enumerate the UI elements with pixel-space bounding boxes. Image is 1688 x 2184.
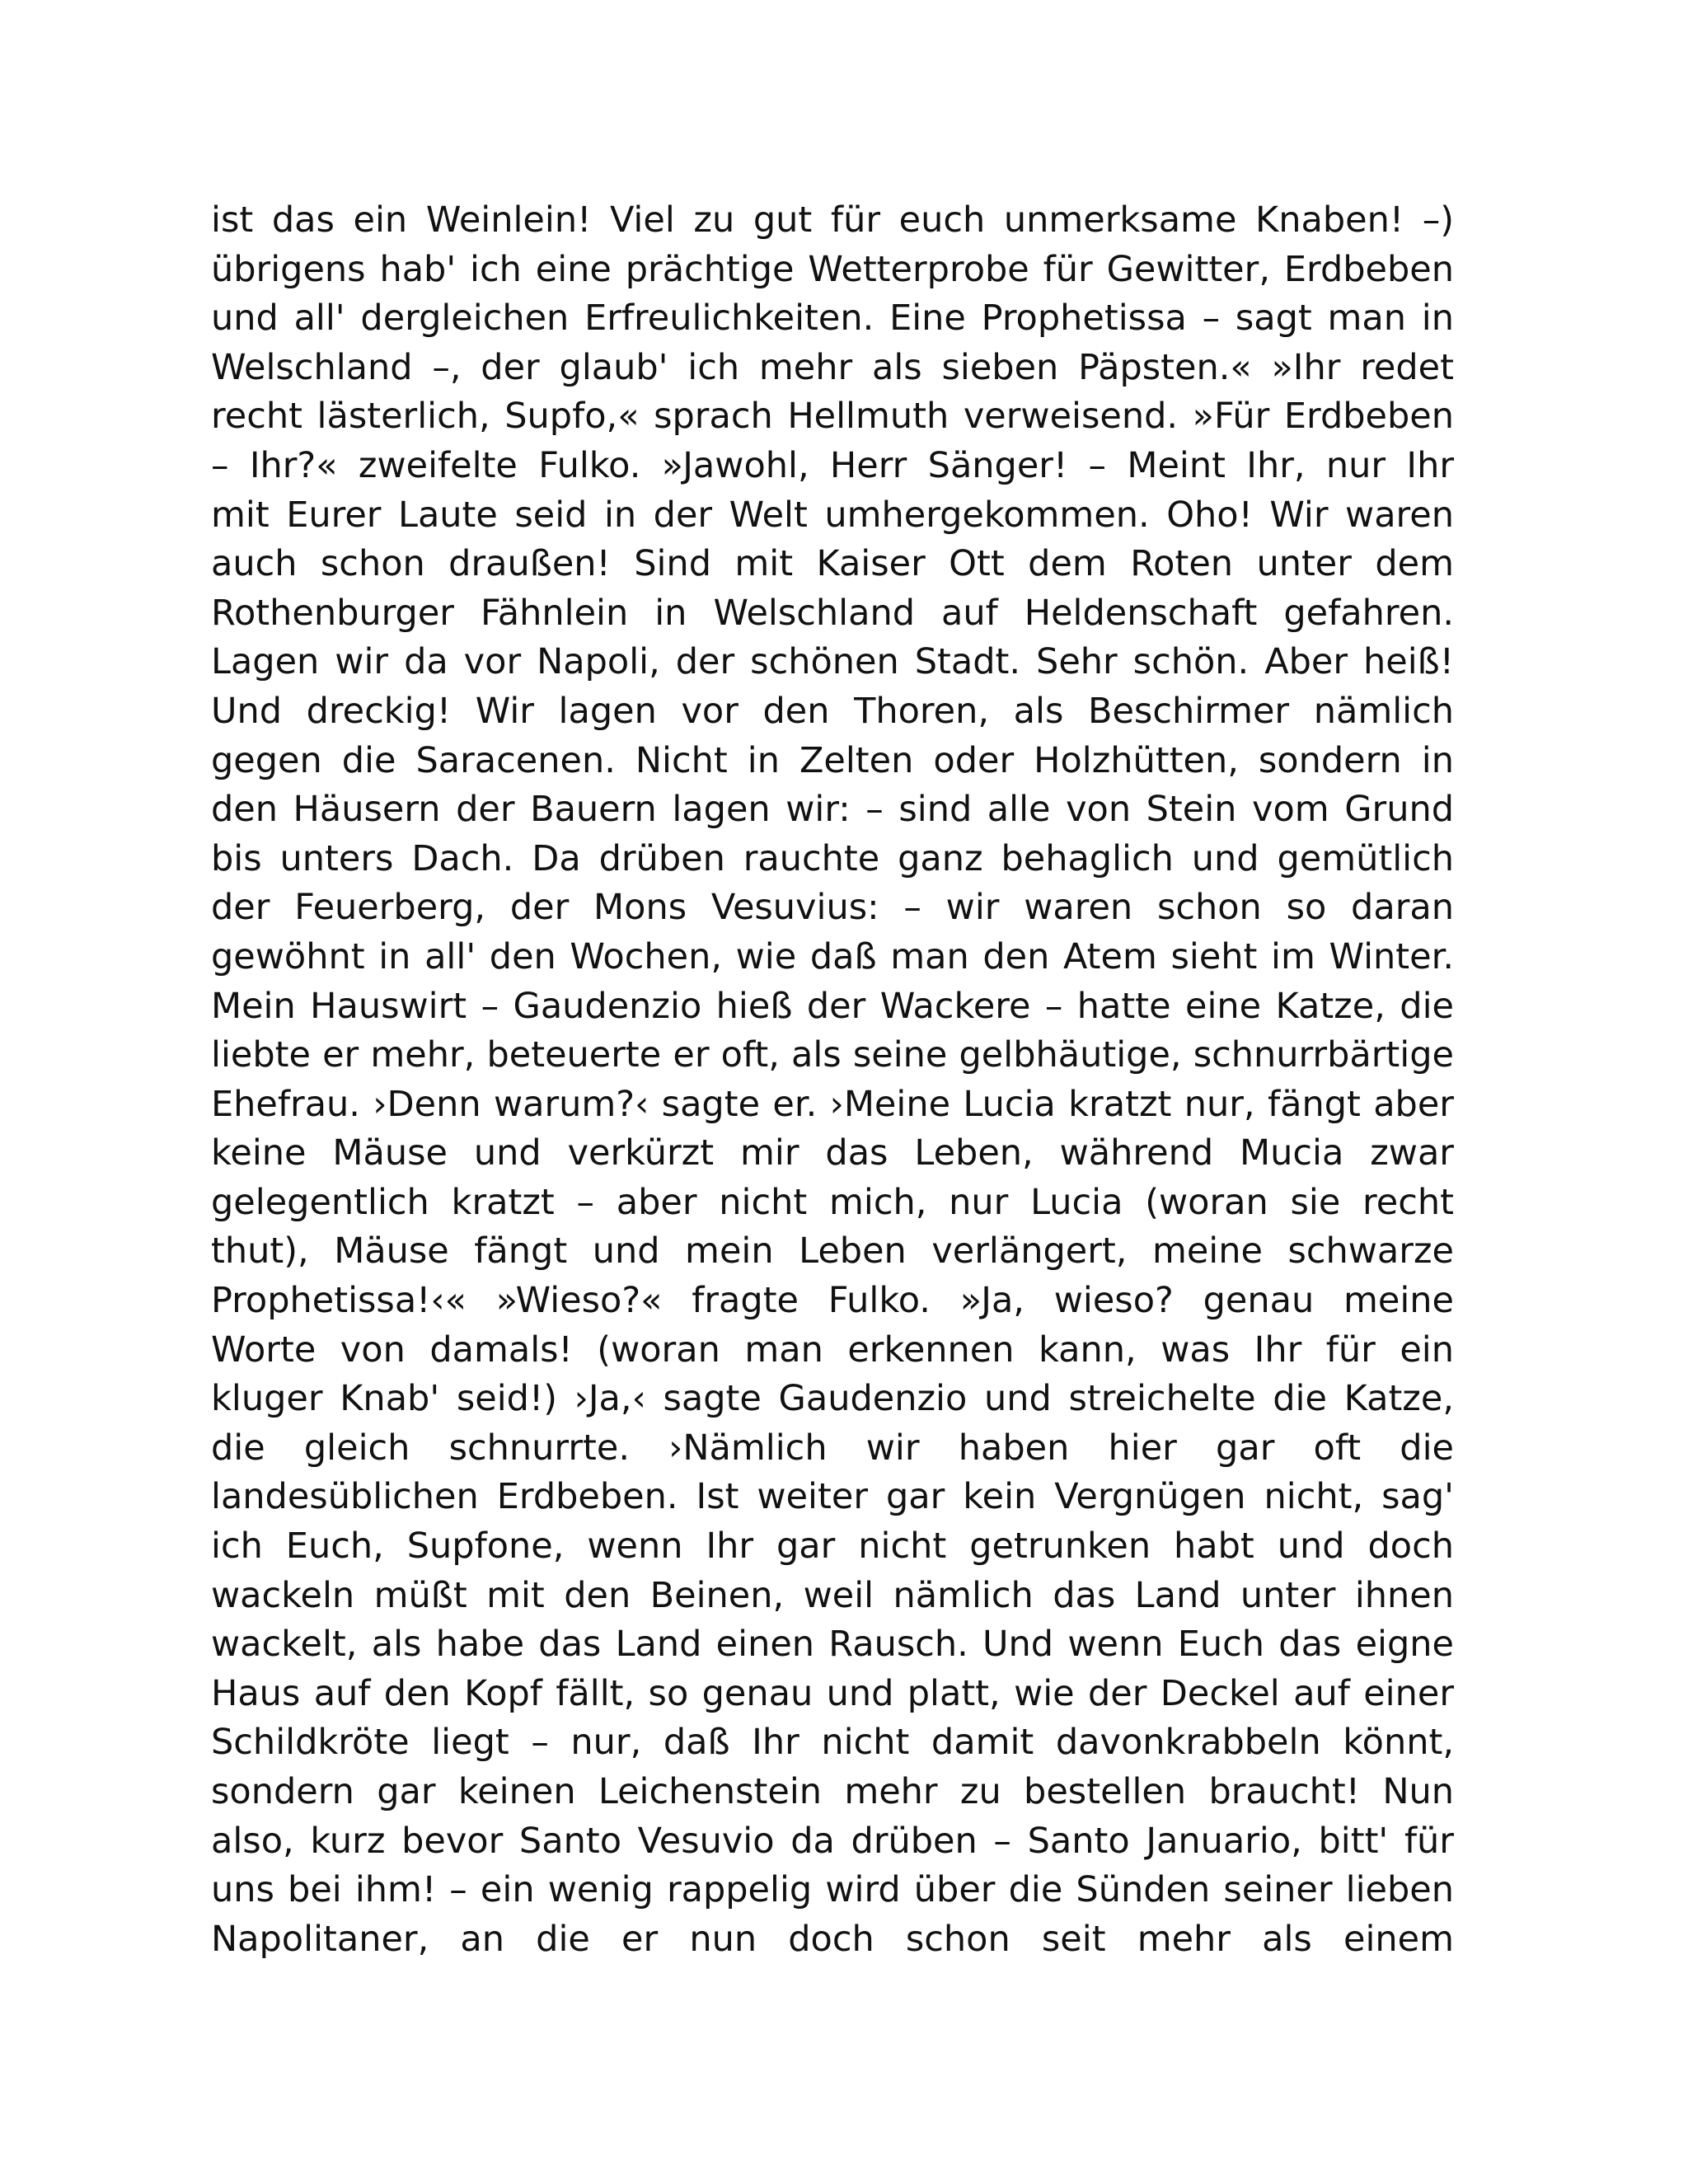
- text-line: sondern gar keinen Leichenstein mehr zu bestellen braucht! Nun: [211, 1771, 1454, 1812]
- text-line: uns bei ihm! – ein wenig rappelig wird über die Sünden seiner lieben: [211, 1869, 1454, 1911]
- text-line: gelegentlich kratzt – aber nicht mich, nur Lucia (woran sie recht: [211, 1181, 1454, 1223]
- text-line: und all' dergleichen Erfreulichkeiten. Eine Prophetissa – sagt man in: [211, 298, 1454, 340]
- text-line: Welschland –, der glaub' ich mehr als sieben Päpsten.« »Ihr redet: [211, 346, 1454, 388]
- text-line: wackeln müßt mit den Beinen, weil nämlich das Land unter ihnen: [211, 1574, 1454, 1616]
- text-line: übrigens hab' ich eine prächtige Wetterprobe für Gewitter, Erdbeben: [211, 248, 1454, 290]
- text-line: ich Euch, Supfone, wenn Ihr gar nicht getrunken habt und doch: [211, 1526, 1454, 1568]
- text-line: Worte von damals! (woran man erkennen kann, was Ihr für ein: [211, 1329, 1454, 1371]
- body-text: [211, 196, 1454, 1964]
- text-line: – Ihr?« zweifelte Fulko. »Jawohl, Herr Sänger! – Meint Ihr, nur Ihr: [211, 444, 1454, 486]
- text-line: also, kurz bevor Santo Vesuvio da drüben – Santo Januario, bitt' für: [211, 1820, 1454, 1862]
- text-line: auch schon draußen! Sind mit Kaiser Ott dem Roten unter dem: [211, 543, 1454, 585]
- text-line: den Häusern der Bauern lagen wir: – sind alle von Stein vom Grund: [211, 789, 1454, 831]
- text-line: bis unters Dach. Da drüben rauchte ganz behaglich und gemütlich: [211, 837, 1454, 879]
- text-line: ist das ein Weinlein! Viel zu gut für euch unmerksame Knaben! –): [211, 199, 1454, 241]
- text-line: Prophetissa!‹« »Wieso?« fragte Fulko. »Ja, wieso? genau meine: [211, 1280, 1454, 1322]
- text-line: Napolitaner, an die er nun doch schon seit mehr als einem: [211, 1918, 1454, 1960]
- text-line: die gleich schnurrte. ›Nämlich wir haben hier gar oft die: [211, 1427, 1454, 1469]
- text-line: Schildkröte liegt – nur, daß Ihr nicht damit davonkrabbeln könnt,: [211, 1722, 1454, 1764]
- text-line: Und dreckig! Wir lagen vor den Thoren, als Beschirmer nämlich: [211, 690, 1454, 732]
- text-line: recht lästerlich, Supfo,« sprach Hellmuth verweisend. »Für Erdbeben: [211, 396, 1454, 438]
- text-line: gewöhnt in all' den Wochen, wie daß man den Atem sieht im Winter.: [211, 935, 1454, 977]
- text-line: thut), Mäuse fängt und mein Leben verlängert, meine schwarze: [211, 1230, 1454, 1272]
- text-line: liebte er mehr, beteuerte er oft, als seine gelbhäutige, schnurrbärtige: [211, 1034, 1454, 1076]
- text-line: wackelt, als habe das Land einen Rausch. Und wenn Euch das eigne: [211, 1624, 1454, 1666]
- text-line: gegen die Saracenen. Nicht in Zelten oder Holzhütten, sondern in: [211, 739, 1454, 781]
- text-line: Rothenburger Fähnlein in Welschland auf Heldenschaft gefahren.: [211, 592, 1454, 634]
- text-line: keine Mäuse und verkürzt mir das Leben, während Mucia zwar: [211, 1132, 1454, 1174]
- text-line: Ehefrau. ›Denn warum?‹ sagte er. ›Meine Lucia kratzt nur, fängt aber: [211, 1083, 1454, 1125]
- text-line: Haus auf den Kopf fällt, so genau und platt, wie der Deckel auf einer: [211, 1672, 1454, 1714]
- text-line: kluger Knab' seid!) ›Ja,‹ sagte Gaudenzio und streichelte die Katze,: [211, 1378, 1454, 1420]
- text-line: Mein Hauswirt – Gaudenzio hieß der Wackere – hatte eine Katze, die: [211, 985, 1454, 1027]
- text-line: Lagen wir da vor Napoli, der schönen Stadt. Sehr schön. Aber heiß!: [211, 641, 1454, 683]
- text-line: der Feuerberg, der Mons Vesuvius: – wir waren schon so daran: [211, 887, 1454, 929]
- text-line: mit Eurer Laute seid in der Welt umhergekommen. Oho! Wir waren: [211, 494, 1454, 536]
- text-line: landesüblichen Erdbeben. Ist weiter gar kein Vergnügen nicht, sag': [211, 1476, 1454, 1518]
